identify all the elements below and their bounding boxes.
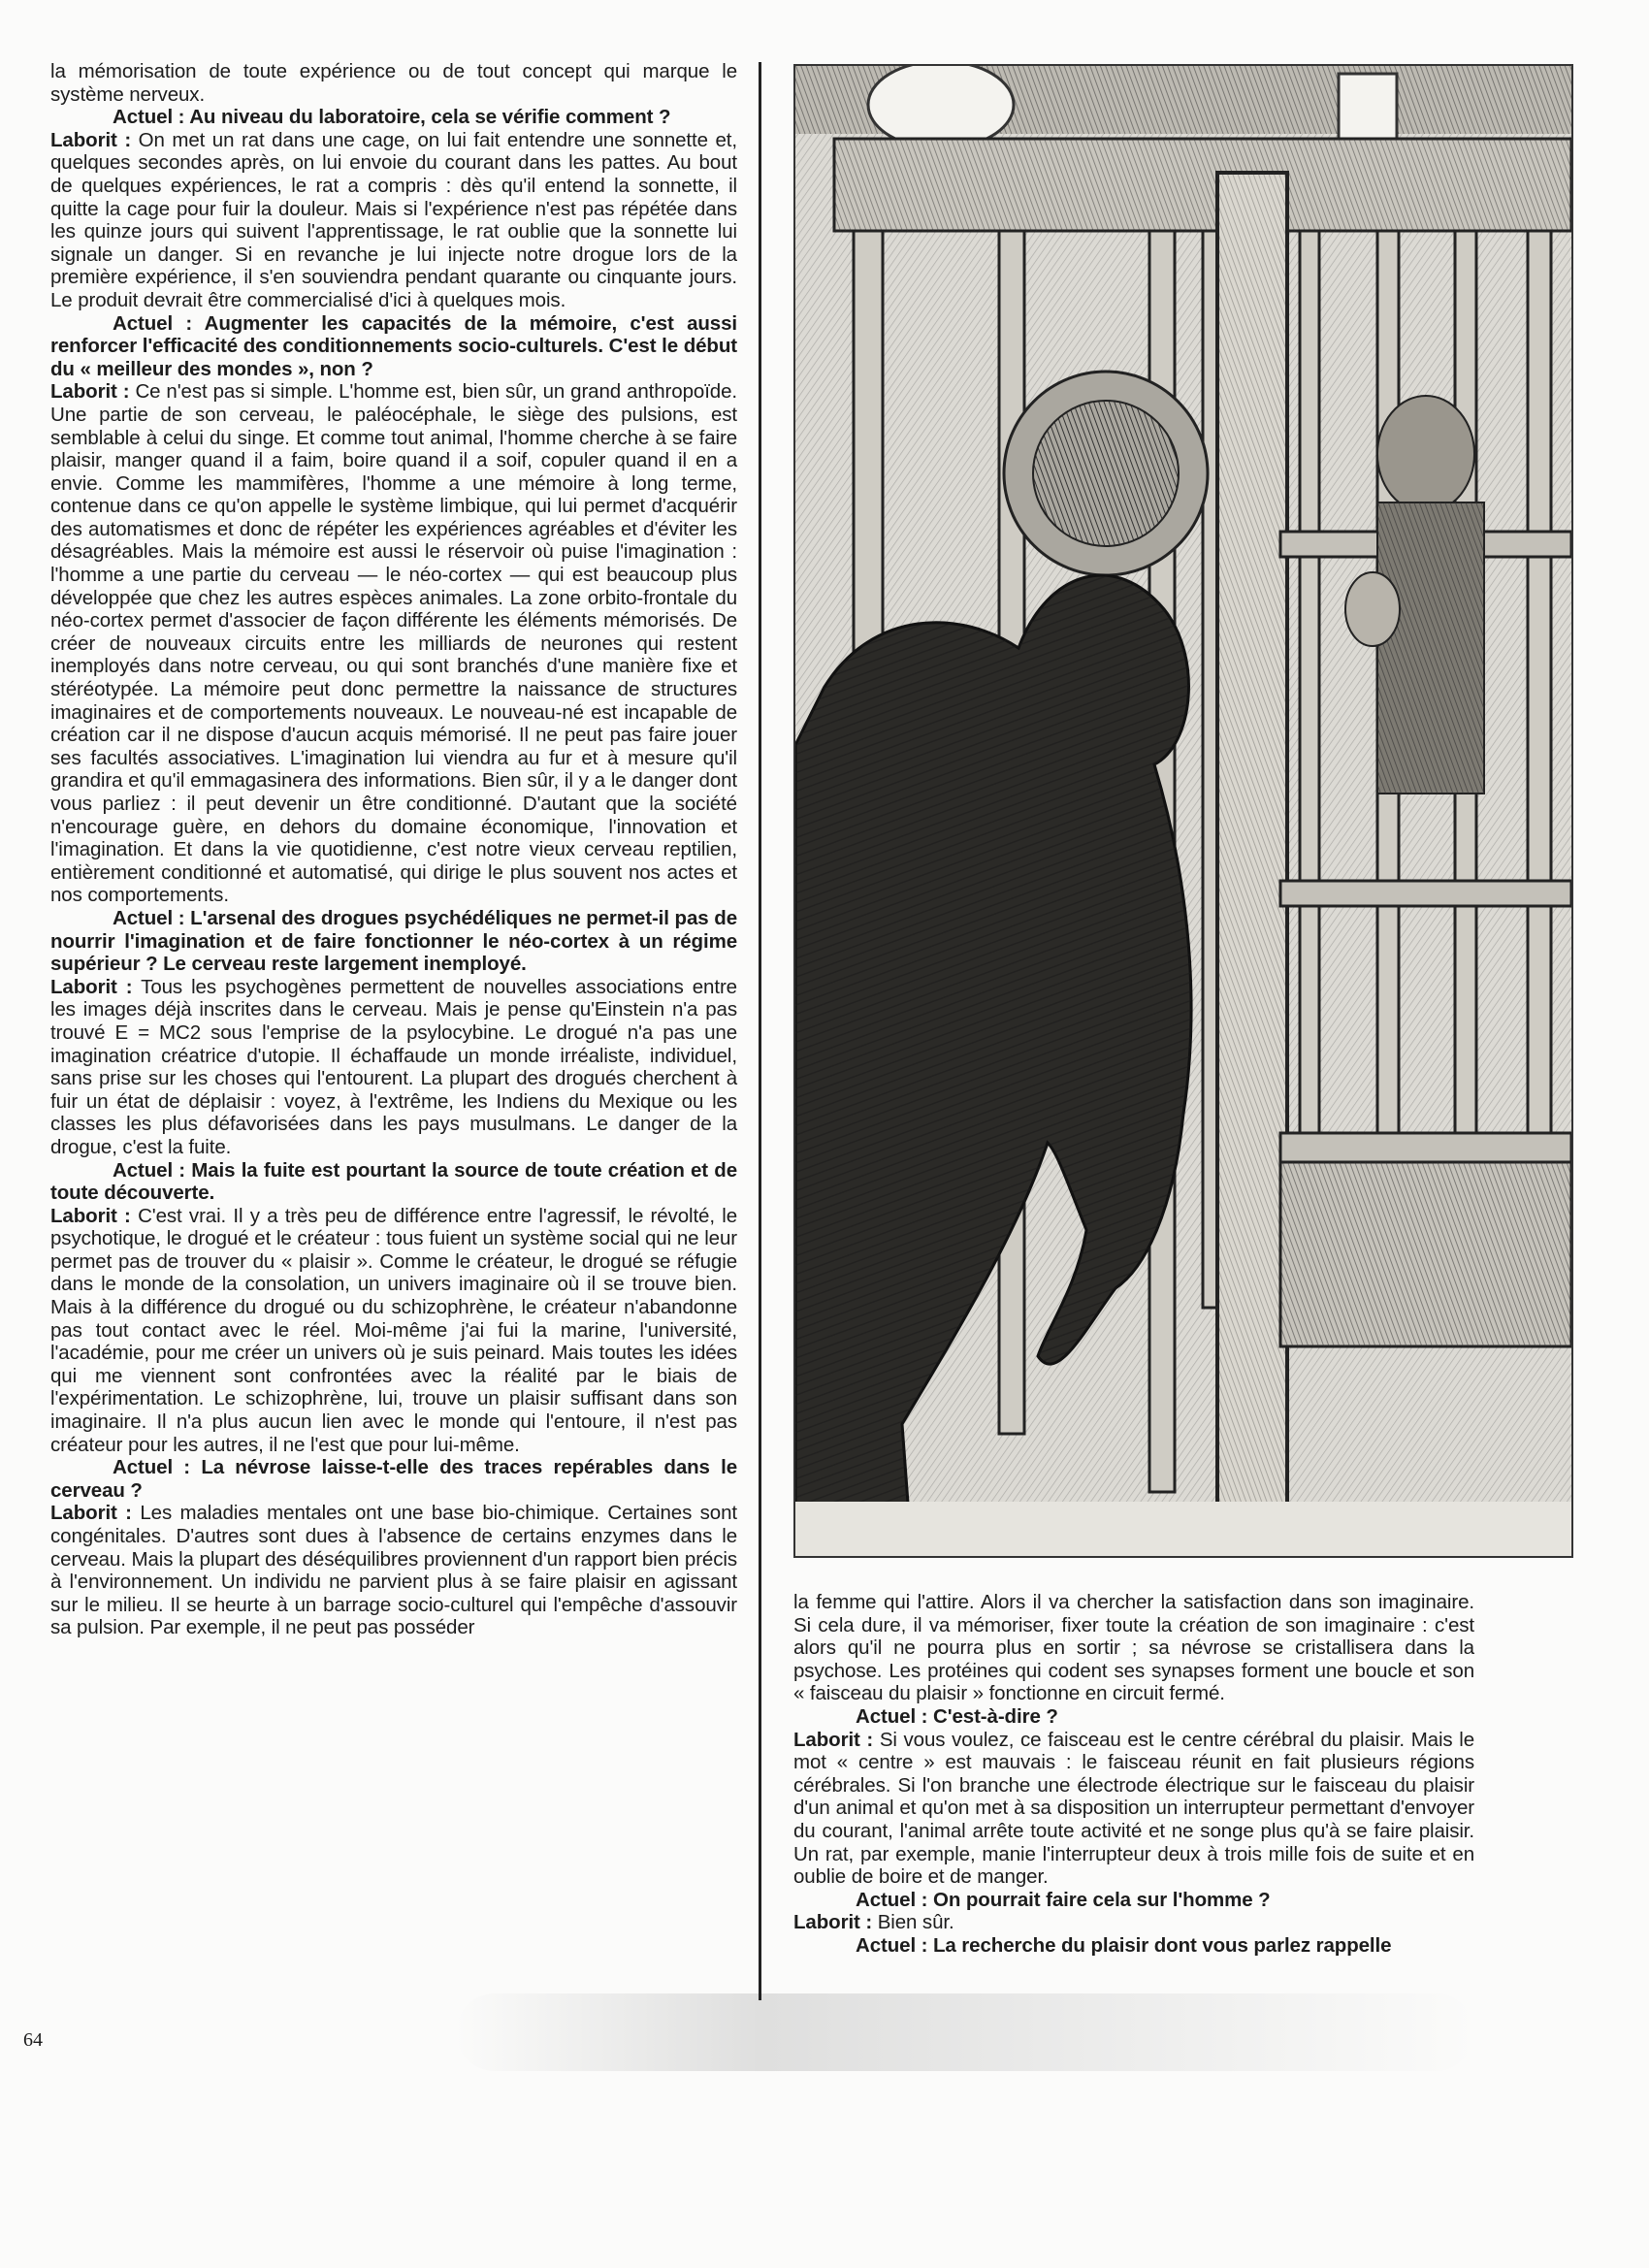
paragraph-text: La recherche du plaisir dont vous parlez rappelle xyxy=(932,1933,1392,1957)
speaker-label: Actuel : xyxy=(113,1456,191,1479)
speaker-label: Laborit : xyxy=(793,1728,874,1751)
interview-answer xyxy=(50,976,737,1159)
paragraph xyxy=(793,1591,1474,1705)
speaker-label: Laborit : xyxy=(50,1502,132,1525)
speaker-label: Laborit : xyxy=(793,1911,873,1934)
paragraph-text: la femme qui l'attire. Alors il va chercher la satisfaction dans son imaginaire. Si cela dure, il va mémoriser, fixer toute la création de son imaginaire : c'est alors qu'il ne pourra plus en sortir ; sa névrose se cristallisera dans la psychose. Les protéines qui codent ses synapses forment une boucle et son « faisceau du plaisir » fonctionne en circuit fermé. xyxy=(793,1591,1474,1705)
page-number: 64 xyxy=(23,2029,43,2051)
paragraph-text: On met un rat dans une cage, on lui fait entendre une sonnette et, quelques secondes après, on lui envoie du courant dans les pattes. Au bout de quelques expériences, le rat a compris : dès qu'il entend la sonnette, il quitte la cage pour fuir la douleur. Mais si l'expérience n'est pas répétée dans les quinze jours qui suivent l'apprentissage, le rat oublie que la sonnette lui signale un danger. Si en revanche je lui injecte notre drogue lors de la première expérience, il s'en souviendra pendant quarante ou cinquante jours. Le produit devrait être commercialisé d'ici à quelques mois. xyxy=(50,128,737,311)
scan-smudge xyxy=(456,1993,1474,2071)
interview-question xyxy=(50,1159,737,1205)
paragraph-text: L'arsenal des drogues psychédéliques ne permet-il pas de nourrir l'imagination et de faire fonctionner le néo-cortex à un régime supérieur ? Le cerveau reste largement inemployé. xyxy=(50,906,737,976)
interview-question xyxy=(50,1456,737,1502)
speaker-label: Actuel : xyxy=(856,1933,928,1957)
column-divider xyxy=(759,62,761,2000)
paragraph-text: la mémorisation de toute expérience ou de tout concept qui marque le système nerveux. xyxy=(50,60,737,106)
speaker-label: Laborit : xyxy=(50,975,133,998)
speaker-label: Actuel : xyxy=(113,311,193,335)
paragraph-text: Augmenter les capacités de la mémoire, c'est aussi renforcer l'efficacité des conditionnements socio-culturels. C'est le début du « meilleur des mondes », non ? xyxy=(50,311,737,380)
paragraph-text: C'est vrai. Il y a très peu de différence entre l'agressif, le révolté, le psychotique, le drogué et le créateur : tous fuient un système social qui ne leur permet pas de trouver du « plaisir ». Comme le créateur, le drogué se réfugie dans le monde de la consolation, un univers imaginaire où il se trouve bien. Mais à la différence du drogué ou du schizophrène, le créateur n'abandonne pas tout contact avec le réel. Moi-même j'ai fui la marine, l'université, l'académie, pour me créer un univers où je suis peinard. Mais toutes les idées qui me viennent sont confrontées avec la réalité par le biais de l'expérimentation. Le schizophrène, lui, trouve un plaisir suffisant dans son imaginaire. Il n'a plus aucun lien avec le monde qui l'entoure, il n'est pas créateur pour les autres, il ne l'est que pour lui-même. xyxy=(50,1204,737,1456)
right-text-column xyxy=(793,1591,1474,1958)
speaker-label: Laborit : xyxy=(50,128,132,151)
interview-question xyxy=(50,106,737,129)
interview-question xyxy=(793,1889,1474,1912)
paragraph-text: Si vous voulez, ce faisceau est le centre cérébral du plaisir. Mais le mot « centre » est mauvais : le faisceau réunit en fait plusieurs régions cérébrales. Si l'on branche une électrode électrique sur le faisceau du plaisir d'un animal et qu'on met à sa disposition un interrupteur permettant d'envoyer du courant, l'animal arrête toute activité et ne songe plus qu'à se faire plaisir. Un rat, par exemple, manie l'interrupteur deux à trois mille fois de suite et en oublie de boire et de manger. xyxy=(793,1728,1474,1889)
interview-question xyxy=(50,312,737,381)
paragraph-text: La névrose laisse-t-elle des traces repérables dans le cerveau ? xyxy=(50,1456,737,1502)
speaker-label: Actuel : xyxy=(113,906,185,929)
speaker-label: Actuel : xyxy=(856,1888,928,1911)
interview-answer xyxy=(50,380,737,907)
speaker-label: Actuel : xyxy=(113,1158,186,1182)
paragraph-text: Les maladies mentales ont une base bio-chimique. Certaines sont congénitales. D'autres sont dues à l'absence de certains enzymes dans le cerveau. Mais la plupart des déséquilibres proviennent d'un rapport bien précis à l'environnement. Un individu ne parvient plus à se faire plaisir en agissant sur le milieu. Il se heurte à un barrage socio-culturel qui l'empêche d'assouvir sa pulsion. Par exemple, il ne peut pas posséder xyxy=(50,1502,737,1639)
interview-answer xyxy=(50,1502,737,1639)
paragraph-text: Mais la fuite est pourtant la source de toute création et de toute découverte. xyxy=(50,1158,737,1205)
interview-question xyxy=(50,907,737,976)
paragraph-text: On pourrait faire cela sur l'homme ? xyxy=(932,1888,1271,1911)
speaker-label: Laborit : xyxy=(50,380,130,404)
speaker-label: Actuel : xyxy=(113,106,185,129)
interview-answer xyxy=(50,129,737,312)
interview-question xyxy=(793,1705,1474,1729)
paragraph-text: Bien sûr. xyxy=(877,1911,954,1934)
paragraph-text: Au niveau du laboratoire, cela se vérifie comment ? xyxy=(189,106,671,129)
interview-answer xyxy=(793,1729,1474,1889)
left-text-column xyxy=(50,60,737,1639)
engraving-ape-in-cage-illustration xyxy=(793,64,1573,1558)
interview-answer xyxy=(50,1205,737,1457)
paragraph-text: Tous les psychogènes permettent de nouvelles associations entre les images déjà inscrites dans le cerveau. Mais je pense qu'Einstein n'a pas trouvé E = MC2 sous l'emprise de la psylocybine. Le drogué n'a pas une imagination créatrice d'utopie. Il échaffaude un monde irréaliste, individuel, sans prise sur les choses qui l'entourent. La plupart des drogués cherchent à fuir un état de déplaisir : voyez, à l'extrême, les Indiens du Mexique ou les classes les plus défavorisées dans les pays musulmans. Le danger de la drogue, c'est la fuite. xyxy=(50,975,737,1158)
interview-answer xyxy=(793,1911,1474,1934)
paragraph-text: C'est-à-dire ? xyxy=(932,1704,1058,1728)
interview-question xyxy=(793,1934,1474,1958)
speaker-label: Actuel : xyxy=(856,1704,928,1728)
speaker-label: Laborit : xyxy=(50,1204,131,1227)
paragraph-text: Ce n'est pas si simple. L'homme est, bien sûr, un grand anthropoïde. Une partie de son cerveau, le paléocéphale, le siège des pulsions, est semblable à celui du singe. Et comme tout animal, l'homme cherche à se faire plaisir, manger quand il a faim, boire quand il a soif, copuler quand il en a envie. Comme les mammifères, l'homme a une mémoire à long terme, contenue dans ce qu'on appelle le système limbique, qui lui permet d'acquérir des automatismes et donc de répéter les expériences agréables et d'éviter les désagréables. Mais la mémoire est aussi le réservoir où puise l'imagination : l'homme a une partie du cerveau — le néo-cortex — qui est beaucoup plus développée que chez les autres espèces animales. La zone orbito-frontale du néo-cortex permet d'associer de façon différente les éléments mémorisés. De créer de nouveaux circuits entre les milliards de neurones qui restent inemployés dans notre cerveau, ou qui sont branchés d'une manière fixe et stéréotypée. La mémoire peut donc permettre la naissance de structures imaginaires et de comportements nouveaux. Le nouveau-né est incapable de création car il ne dispose d'aucun acquis mémorisé. Il ne peut pas faire jouer ses facultés associatives. L'imagination lui viendra au fur et à mesure qu'il grandira et qu'il emmagasinera des informations. Bien sûr, il y a le danger dont vous parliez : il peut devenir un être conditionné. D'autant que la société n'encourage guère, en dehors du domaine économique, l'innovation et l'imagination. Et dans la vie quotidienne, c'est notre vieux cerveau reptilien, entièrement conditionné et automatisé, qui dirige le plus souvent nos actes et nos comportements. xyxy=(50,380,737,907)
paragraph xyxy=(50,60,737,106)
